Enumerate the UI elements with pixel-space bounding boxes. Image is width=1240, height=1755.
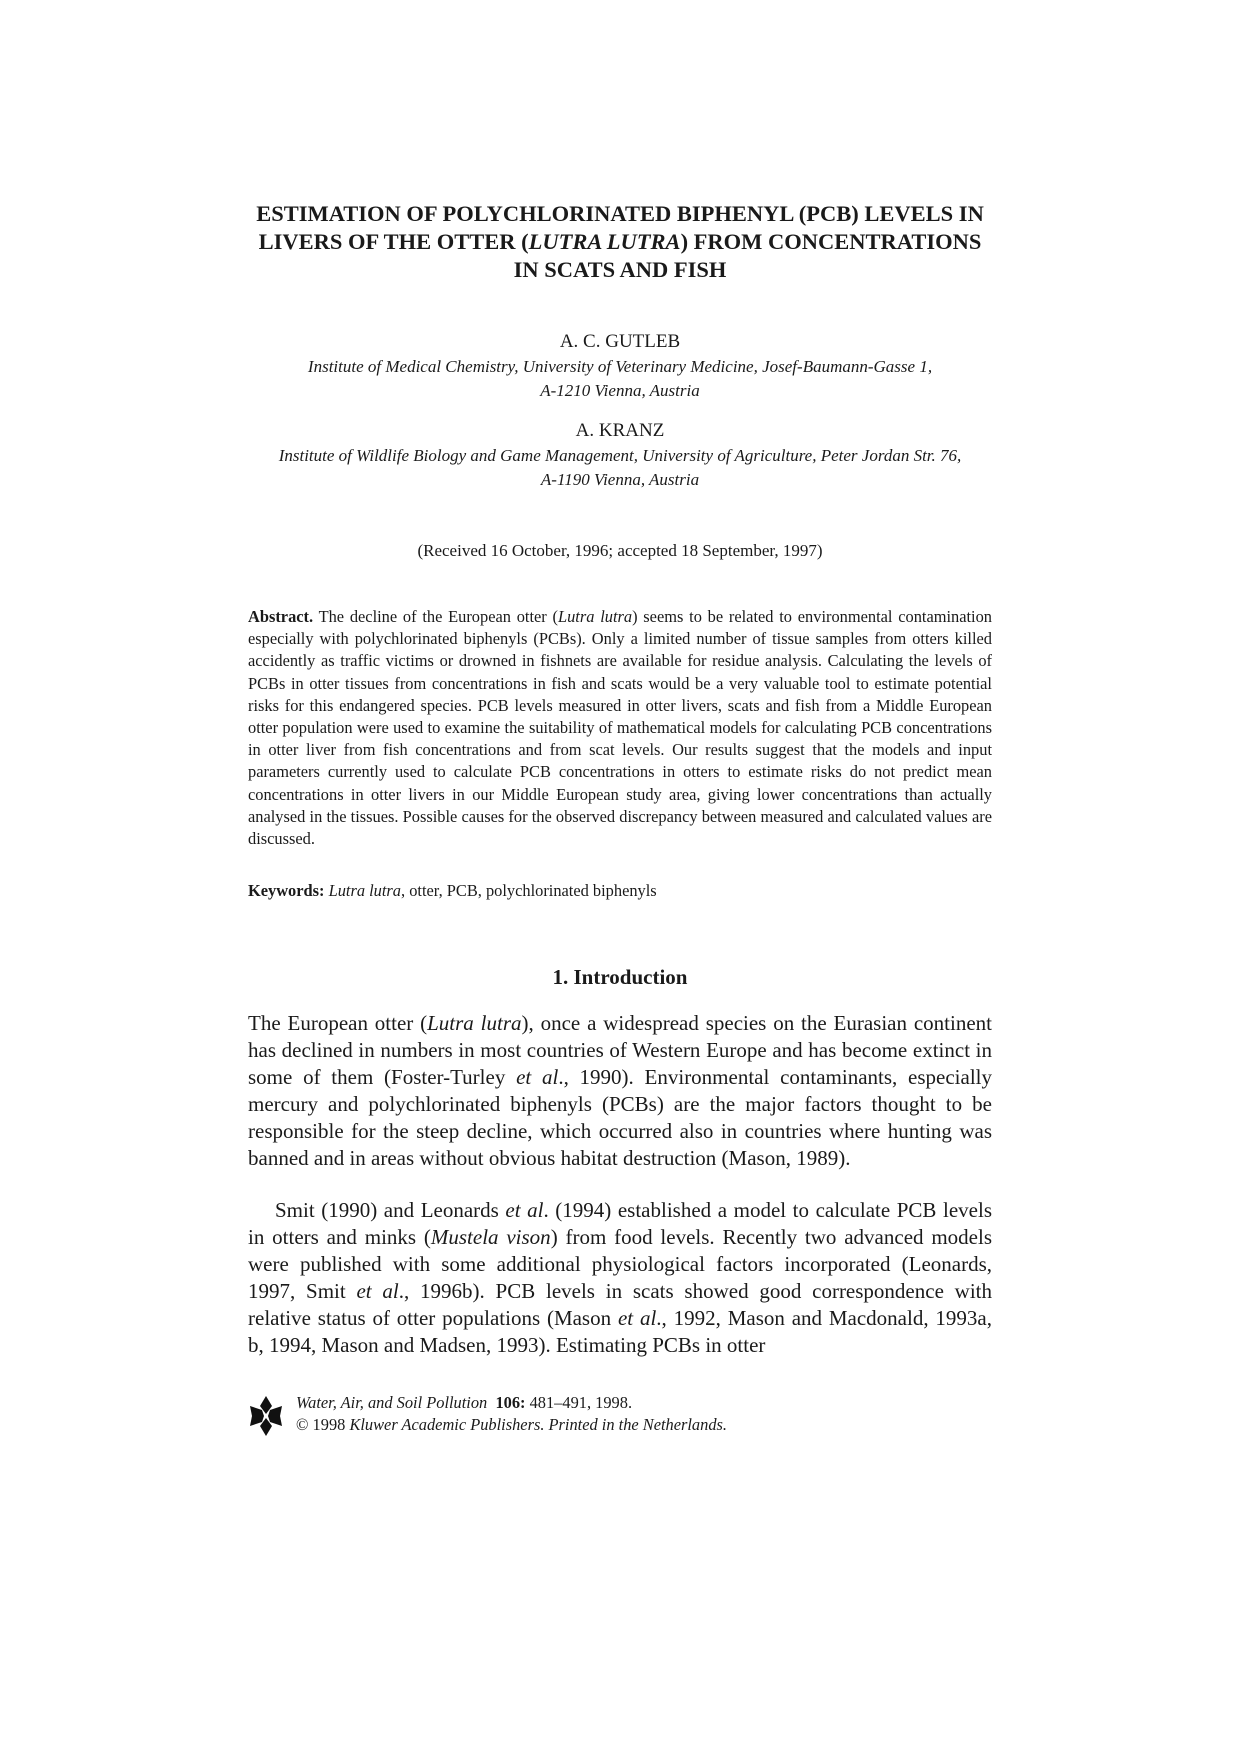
author-name: A. KRANZ (575, 420, 665, 441)
author-affiliation: Institute of Wildlife Biology and Game Management, University of Agriculture, Peter Jordan Str. 76, A-1190 Vienna, Austria (278, 446, 962, 489)
title-line-1: ESTIMATION OF POLYCHLORINATED BIPHENYL (PCB) LEVELS IN (256, 201, 984, 226)
body-paragraph: Smit (1990) and Leonards et al. (1994) established a model to calculate PCB levels in otters and minks (Mustela vison) from food levels. Recently two advanced models were published with some additional physiological factors incorporated (Leonards, 1997, Smit et al., 1996b). PCB levels in scats showed good correspondence with relative status of otter populations (Mason et al., 1992, Mason and Macdonald, 1993a, b, 1994, Mason and Madsen, 1993). Estimating PCBs in otter (248, 1198, 992, 1357)
keywords: Keywords: Lutra lutra, otter, PCB, polychlorinated biphenyls (248, 881, 657, 900)
author-name: A. C. GUTLEB (559, 331, 681, 352)
journal-footer (248, 1392, 992, 1442)
citation-line: Water, Air, and Soil Pollution 106: 481–491, 1998. (296, 1393, 633, 1412)
paper-title (248, 200, 992, 284)
copyright-line: © 1998 Kluwer Academic Publishers. Printed in the Netherlands. (296, 1415, 727, 1434)
author-affiliation: Institute of Medical Chemistry, University of Veterinary Medicine, Josef-Baumann-Gasse 1, A-1210 Vienna, Austria (307, 357, 933, 400)
footer-text (296, 1392, 727, 1436)
title-line-2: LIVERS OF THE OTTER (LUTRA LUTRA) FROM CONCENTRATIONS (258, 229, 982, 254)
publisher-logo-icon (248, 1394, 284, 1438)
received-dates: (Received 16 October, 1996; accepted 18 September, 1997) (417, 541, 823, 560)
abstract-label: Abstract. (248, 607, 314, 626)
body-paragraph: The European otter (Lutra lutra), once a widespread species on the Eurasian continent has declined in numbers in most countries of Western Europe and has become extinct in some of them (Foster-Turley et al., 1990). Environmental contaminants, especially mercury and polychlorinated biphenyls (PCBs) are the major factors thought to be responsible for the steep decline, which occurred also in countries where hunting was banned and in areas without obvious habitat destruction (Mason, 1989). (248, 1011, 992, 1170)
keywords-label: Keywords: (248, 881, 325, 900)
section-heading: 1. Introduction (552, 965, 688, 989)
abstract: Abstract. The decline of the European otter (Lutra lutra) seems to be related to environmental contamination especially with polychlorinated biphenyls (PCBs). Only a limited number of tissue samples from otters killed accidently as traffic victims or drowned in fishnets are available for residue analysis. Calculating the levels of PCBs in otter tissues from concentrations in fish and scats would be a very valuable tool to estimate potential risks for this endangered species. PCB levels measured in otter livers, scats and fish from a Middle European otter population were used to examine the suitability of mathematical models for calculating PCB concentrations in otter liver from fish concentrations and from scat levels. Our results suggest that the models and input parameters currently used to calculate PCB concentrations in otters to estimate risks do not predict mean concentrations in otter livers in our Middle European study area, giving lower concentrations than actually analysed in the tissues. Possible causes for the observed discrepancy between measured and calculated values are discussed. (248, 607, 992, 849)
title-line-3: IN SCATS AND FISH (513, 257, 727, 282)
